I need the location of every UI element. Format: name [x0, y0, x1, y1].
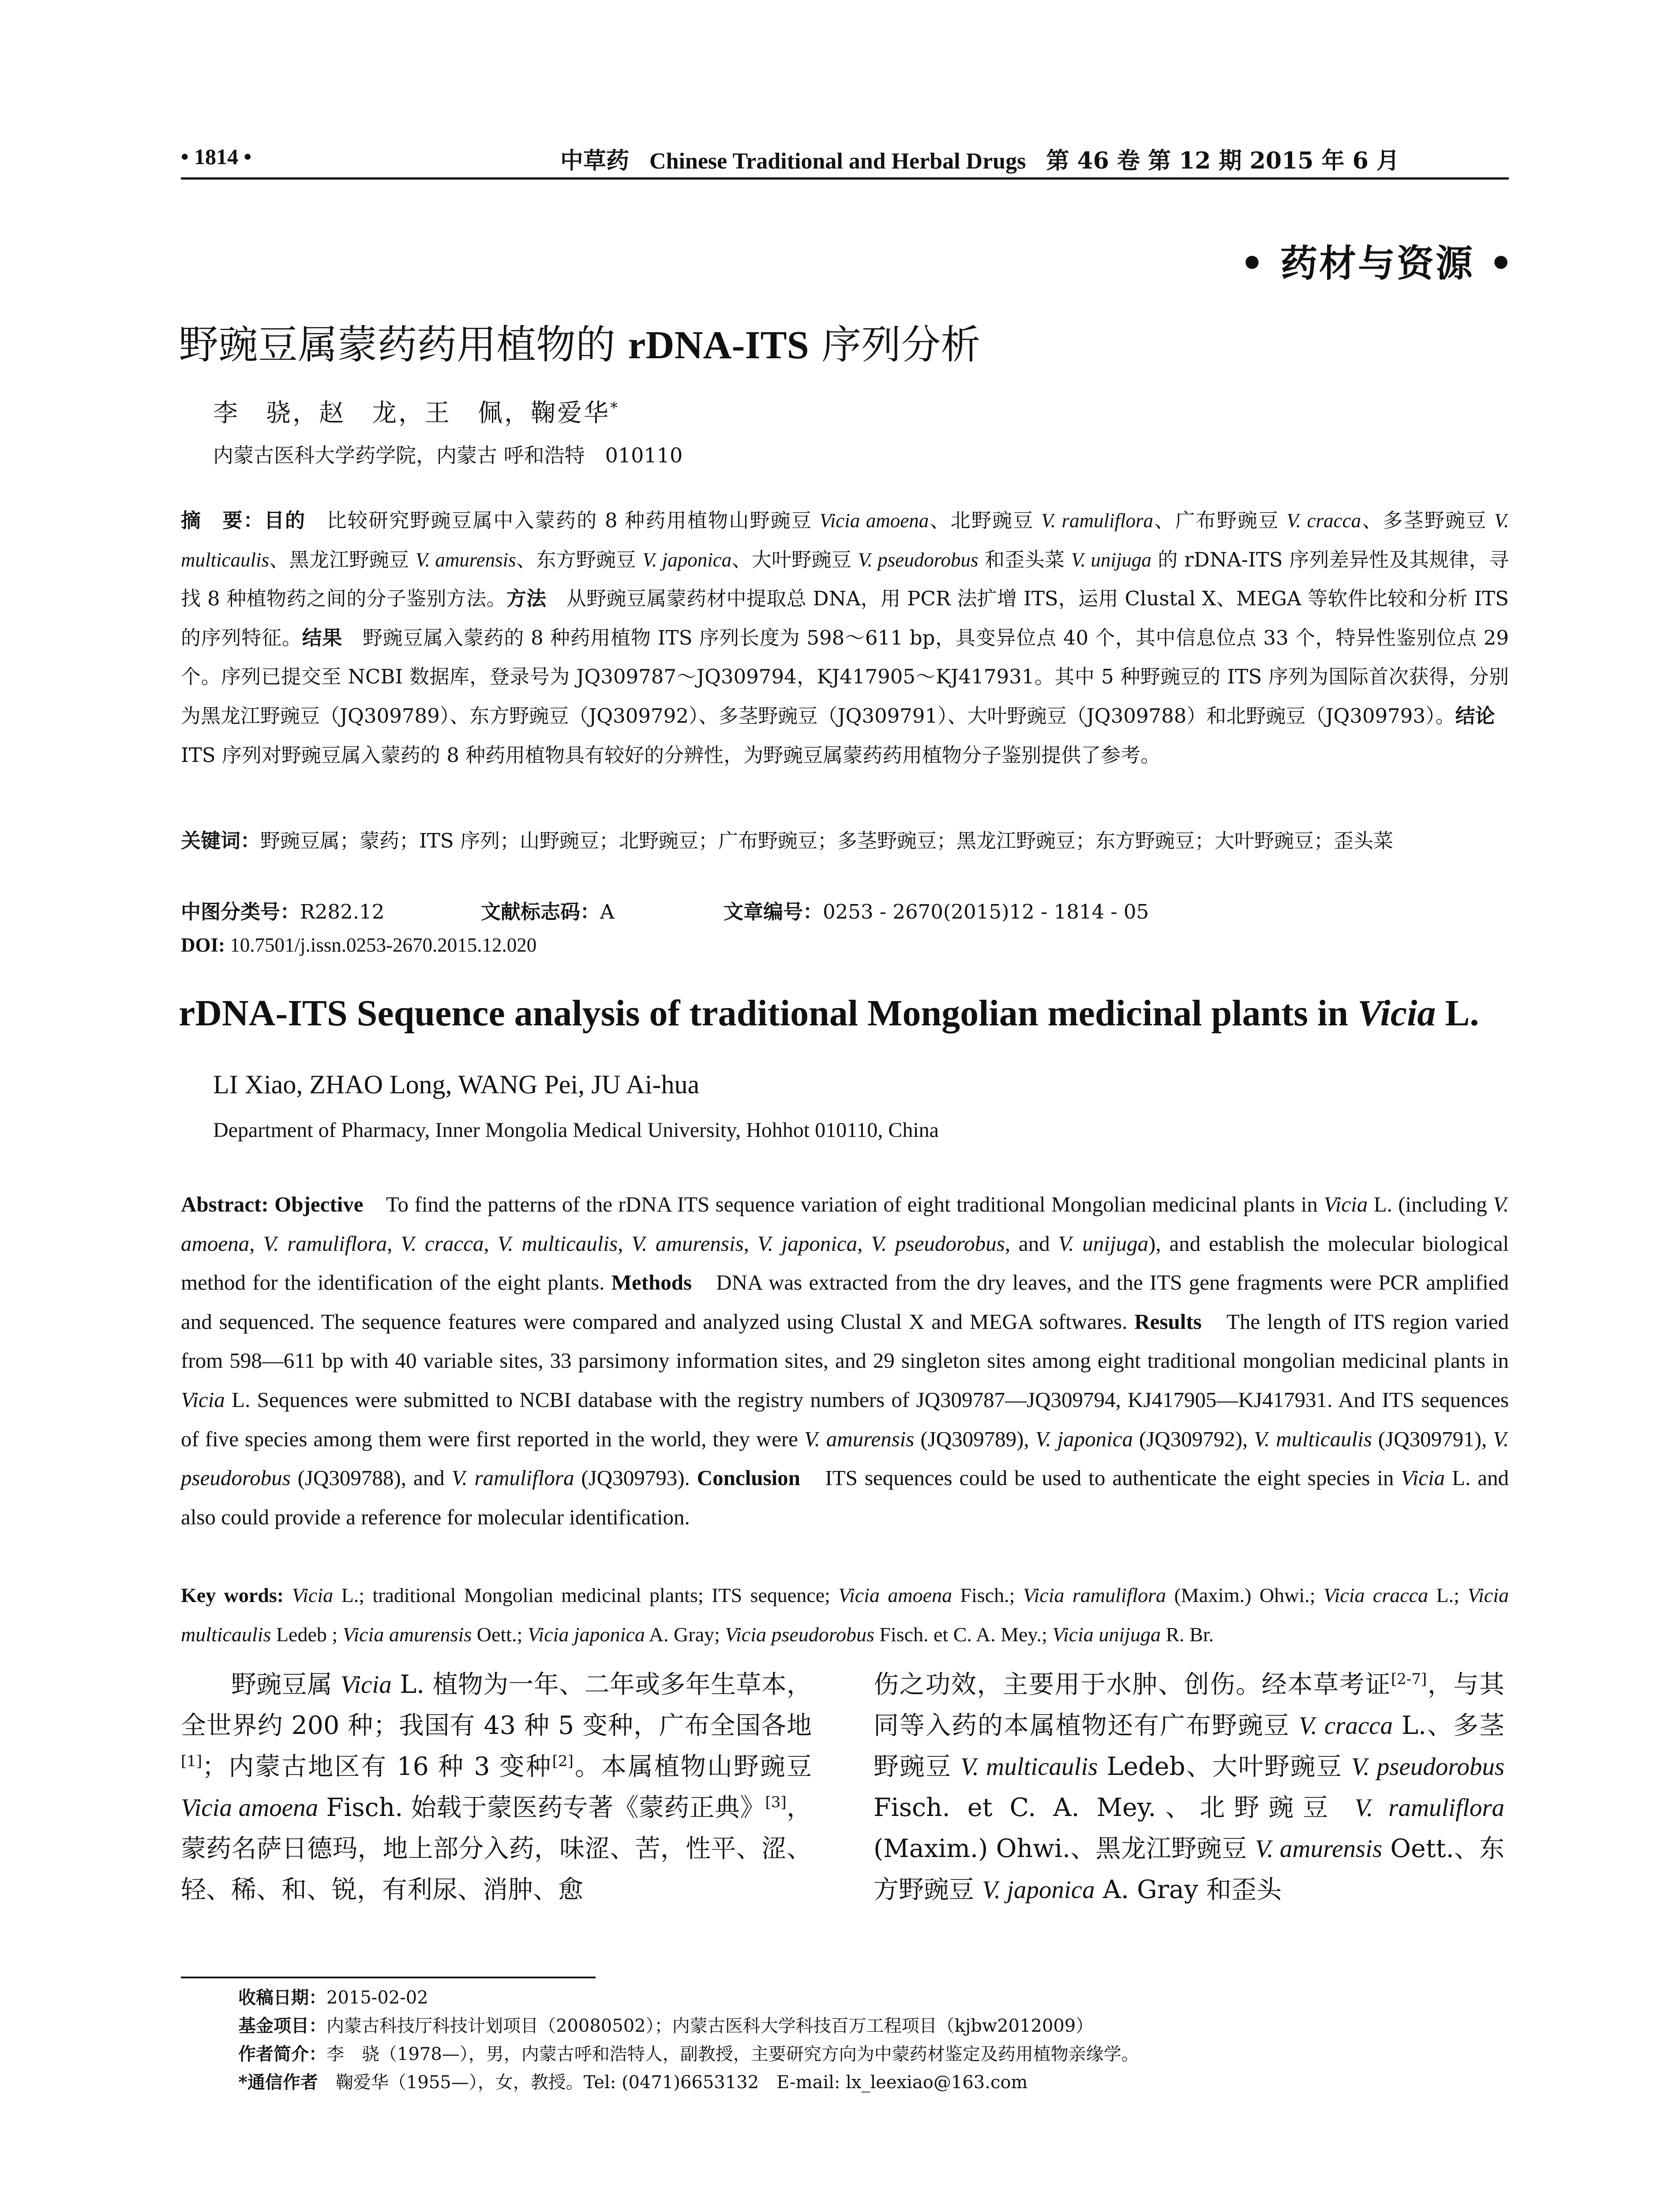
- footnotes: [238, 1984, 1139, 2097]
- doi-link[interactable]: 10.7501/j.issn.0253-2670.2015.12.020: [225, 934, 537, 956]
- results-text: 野豌豆属入蒙药的 8 种药用植物 ITS 序列长度为 598～611 bp，具变异位点 40 个，其中信息位点 33 个，特异性鉴别位点 29 个。序列已提交至 NCBI 数据库，登录号为 JQ309787～JQ309794，KJ417905～KJ417931。其中 5 种野豌豆的 ITS 序列为国际首次获得，分别为黑龙江野豌豆（JQ309789）、东方野豌豆（JQ309792）、多茎野豌豆（JQ309791）、大叶野豌豆（JQ309788）和北野豌豆（JQ309793）。: [181, 626, 1509, 728]
- species-name: V. japonica: [982, 1876, 1095, 1904]
- text-run: 、黑龙江野豌豆: [269, 548, 416, 571]
- author-names: 李 骁，赵 龙，王 佩，鞠爱华: [213, 399, 610, 428]
- text-run: ,: [857, 1231, 871, 1256]
- journal-name-cn: 中草药: [560, 147, 630, 174]
- footnote-received: [238, 1984, 1139, 2012]
- species-name: V. multicaulis: [181, 510, 1509, 571]
- section-tag: • 药材与资源 •: [1240, 241, 1515, 285]
- title-en-part: rDNA-ITS Sequence analysis of traditional Mongolian medicinal plants in: [179, 993, 1358, 1034]
- keywords-label: 关键词：: [181, 829, 261, 852]
- methods-en-text: DNA was extracted from the dry leaves, and the ITS gene fragments were PCR amplified and sequenced. The sequence features were compared and analyzed using Clustal X and MEGA softwares.: [181, 1270, 1509, 1334]
- species-name: V. cracca: [1298, 1712, 1393, 1740]
- conclusion-text: ITS 序列对野豌豆属入蒙药的 8 种药用植物具有较好的分辨性，为野豌豆属蒙药药用植物分子鉴别提供了参考。: [181, 704, 1515, 767]
- species-name: V. ramuliflora: [1041, 510, 1154, 532]
- page-number: • 1814 •: [181, 144, 252, 169]
- text-run: (JQ309792),: [1132, 1426, 1254, 1451]
- citation-ref[interactable]: [1]: [181, 1752, 202, 1770]
- text-run: 、东方野豌豆: [516, 548, 643, 571]
- keyword: Vicia japonica: [527, 1623, 645, 1646]
- text-run: ，与其同等入药的本属植物还有广布野豌豆: [874, 1670, 1505, 1740]
- body-column-right: [874, 1664, 1504, 1910]
- text-run: ,: [618, 1231, 632, 1256]
- keywords-text: 野豌豆属；蒙药；ITS 序列；山野豌豆；北野豌豆；广布野豌豆；多茎野豌豆；黑龙江野豌豆；东方野豌豆；大叶野豌豆；歪头菜: [260, 829, 1393, 852]
- citation-ref[interactable]: [3]: [765, 1793, 787, 1811]
- species-name: V. unijuga: [1071, 548, 1151, 571]
- keyword: Vicia multicaulis: [181, 1584, 1509, 1646]
- species-name: V. amoena: [181, 1192, 1509, 1256]
- text-run: 、广布野豌豆: [1153, 509, 1287, 532]
- species-name: V. ramuliflora: [263, 1231, 387, 1256]
- species-name: Vicia amoena: [181, 1794, 319, 1822]
- methods-text: 从野豌豆属蒙药材中提取总 DNA，用 PCR 法扩增 ITS，运用 Clustal X、MEGA 等软件比较和分析 ITS 的序列特征。: [181, 587, 1509, 649]
- title-cn: [179, 312, 980, 370]
- genus-name: Vicia: [181, 1387, 225, 1412]
- conclusion-label: 结论: [1455, 704, 1495, 728]
- species-name: V. japonica: [1035, 1426, 1133, 1451]
- footnote-fund: [238, 2012, 1139, 2040]
- text-run: A. Gray 和歪头: [1095, 1875, 1282, 1904]
- article-no-value: 0253 - 2670(2015)12 - 1814 - 05: [823, 900, 1149, 923]
- running-header: [181, 140, 1509, 180]
- text-run: Fisch. et C. A. Mey.;: [874, 1623, 1053, 1646]
- genus-name: Vicia: [1324, 1192, 1368, 1216]
- keyword: Vicia amurensis: [342, 1623, 472, 1646]
- citation-ref[interactable]: [2-7]: [1391, 1670, 1427, 1688]
- fund-label: 基金项目：: [238, 2015, 326, 2036]
- abstract-en-label: Abstract: Objective: [181, 1192, 364, 1216]
- text-run: Ledeb ;: [271, 1623, 343, 1646]
- methods-label: 方法: [506, 587, 547, 611]
- text-run: 。本属植物山野豌豆: [573, 1752, 812, 1781]
- doc-code-value: A: [600, 900, 615, 923]
- conclusion-en-label: Conclusion: [697, 1466, 800, 1490]
- journal-name-en: Chinese Traditional and Herbal Drugs: [649, 149, 1026, 174]
- results-en-label: Results: [1134, 1309, 1202, 1334]
- keyword: Vicia cracca: [1323, 1584, 1429, 1606]
- species-name: V. japonica: [642, 548, 732, 571]
- text-run: L.、多茎野豌豆: [874, 1711, 1504, 1781]
- clc-item: [181, 896, 384, 924]
- species-name: V. amurensis: [631, 1231, 744, 1256]
- footnote-corresponding: [238, 2068, 1139, 2097]
- keyword: Vicia unijuga: [1052, 1623, 1161, 1646]
- footnote-divider: [181, 1977, 596, 1978]
- abstract-en: [181, 1185, 1509, 1537]
- species-name: V. multicaulis: [497, 1231, 618, 1256]
- text-run: L.;: [1428, 1584, 1468, 1606]
- species-name: V. cracca: [1286, 510, 1361, 532]
- abstract-label: 摘 要：: [181, 509, 264, 532]
- keyword: Vicia: [292, 1584, 334, 1606]
- text-run: ,: [484, 1231, 498, 1256]
- title-en: [179, 992, 1479, 1035]
- genus-name: Vicia: [340, 1671, 392, 1699]
- issue-info: 第 46 卷 第 12 期 2015 年 6 月: [1046, 147, 1399, 174]
- genus-name: Vicia: [1401, 1466, 1445, 1490]
- article-no-label: 文章编号：: [724, 900, 823, 923]
- species-name: V. multicaulis: [960, 1753, 1098, 1781]
- text-run: L. and also could provide a reference for molecular identification.: [181, 1466, 1509, 1529]
- text-run: 、北野豌豆: [929, 509, 1042, 532]
- author-bio-label: 作者简介：: [238, 2044, 326, 2064]
- species-name: V. amurensis: [1255, 1835, 1383, 1863]
- doi-label: DOI:: [181, 934, 225, 956]
- text-run: Oett.;: [472, 1623, 528, 1646]
- text-run: Oett.、东方野豌豆: [874, 1834, 1505, 1904]
- title-cn-part: 序列分析: [809, 322, 981, 368]
- species-name: V. amurensis: [415, 548, 516, 571]
- footnote-author: [238, 2040, 1139, 2068]
- text-run: 的 rDNA-ITS 序列差异性及其规律，寻找 8 种植物药之间的分子鉴别方法。: [181, 548, 1509, 611]
- clc-value: R282.12: [300, 900, 385, 923]
- clc-label: 中图分类号：: [181, 900, 300, 923]
- results-label: 结果: [302, 626, 343, 649]
- affiliation-cn: 内蒙古医科大学药学院，内蒙古 呼和浩特 010110: [213, 443, 683, 467]
- text-run: R. Br.: [1160, 1623, 1214, 1646]
- article-no-item: [724, 896, 1149, 924]
- text-run: (JQ309789),: [914, 1426, 1035, 1451]
- text-run: ITS sequences could be used to authenticate the eight species in: [800, 1466, 1401, 1490]
- text-run: (JQ309791),: [1372, 1426, 1493, 1451]
- text-run: (JQ309793).: [574, 1466, 690, 1490]
- authors-cn: [213, 394, 619, 429]
- species-name: V. ramuliflora: [1354, 1794, 1505, 1822]
- classification-row: [181, 896, 1509, 927]
- author-bio-text: 李 骁（1978—），男，内蒙古呼和浩特人，副教授，主要研究方向为中蒙药材鉴定及药用植物亲缘学。: [326, 2044, 1139, 2064]
- species-name: V. pseudorobus: [871, 1231, 1005, 1256]
- corresponding-mark: *: [610, 399, 619, 417]
- doc-code-label: 文献标志码：: [481, 900, 600, 923]
- text-run: L. (including: [1368, 1192, 1493, 1216]
- keyword: Vicia ramuliflora: [1023, 1584, 1166, 1606]
- text-run: Fisch.;: [952, 1584, 1023, 1606]
- text-run: The length of ITS region varied from 598—611 bp with 40 variable sites, 33 parsimony information sites, and 29 singleton sites among eight traditional mongolian medicinal plants in: [181, 1309, 1509, 1373]
- text-run: ,: [743, 1231, 758, 1256]
- keyword: Vicia amoena: [838, 1584, 952, 1606]
- species-name: V. pseudorobus: [181, 1426, 1509, 1490]
- authors-en: LI Xiao, ZHAO Long, WANG Pei, JU Ai-hua: [213, 1070, 700, 1099]
- keywords-cn: [181, 822, 1509, 861]
- species-name: V. pseudorobus: [858, 548, 979, 571]
- text-run: 伤之功效，主要用于水肿、创伤。经本草考证: [874, 1670, 1391, 1699]
- text-run: ), and establish the molecular biological method for the identification of the eight plants.: [181, 1231, 1509, 1295]
- text-run: Fisch. et C. A. Mey.、北野豌豆: [874, 1793, 1355, 1822]
- body-column-left: [181, 1664, 812, 1910]
- text-run: , and: [1005, 1231, 1058, 1256]
- text-run: 比较研究野豌豆属中入蒙药的 8 种药用植物山野豌豆: [306, 509, 820, 532]
- species-name: V. multicaulis: [1254, 1426, 1372, 1451]
- text-run: (JQ309788), and: [290, 1466, 452, 1490]
- text-run: ，蒙药名萨日德玛，地上部分入药，味涩、苦，性平、涩、轻、稀、和、锐，有利尿、消肿、愈: [181, 1793, 812, 1904]
- text-run: ,: [249, 1231, 263, 1256]
- keywords-en: [181, 1576, 1509, 1654]
- text-run: Ledeb、大叶野豌豆: [1098, 1752, 1351, 1781]
- title-cn-latin: rDNA-ITS: [628, 323, 809, 367]
- corresponding-label: *通信作者: [238, 2072, 318, 2093]
- text-run: L. 植物为一年、二年或多年生草本，全世界约 200 种；我国有 43 种 5 变种，广布全国各地: [181, 1670, 812, 1740]
- text-run: 、大叶野豌豆: [731, 548, 858, 571]
- species-name: V. ramuliflora: [451, 1466, 574, 1490]
- text-run: L.; traditional Mongolian medicinal plants; ITS sequence;: [333, 1584, 839, 1606]
- title-en-part: L.: [1436, 993, 1479, 1034]
- species-name: V. japonica: [757, 1231, 858, 1256]
- keyword: Vicia pseudorobus: [725, 1623, 874, 1646]
- species-name: V. amurensis: [804, 1426, 915, 1451]
- text-run: A. Gray;: [645, 1623, 725, 1646]
- title-cn-part: 野豌豆属蒙药药用植物的: [179, 322, 628, 368]
- text-run: To find the patterns of the rDNA ITS sequence variation of eight traditional Mongolian medicinal plants in: [363, 1192, 1324, 1216]
- corresponding-text: 鞠爱华（1955—），女，教授。Tel: (0471)6653132 E-mail: lx_leexiao@163.com: [318, 2072, 1028, 2093]
- text-run: (Maxim.) Ohwi.、黑龙江野豌豆: [874, 1834, 1255, 1863]
- methods-en-label: Methods: [611, 1270, 692, 1295]
- species-name: V. unijuga: [1058, 1231, 1149, 1256]
- species-name: V. pseudorobus: [1351, 1753, 1505, 1781]
- affiliation-en: Department of Pharmacy, Inner Mongolia Medical University, Hohhot 010110, China: [213, 1118, 939, 1142]
- keywords-en-label: Key words:: [181, 1584, 284, 1606]
- text-run: 野豌豆属: [231, 1670, 341, 1699]
- title-en-genus: Vicia: [1357, 993, 1436, 1034]
- text-run: 、多茎野豌豆: [1361, 509, 1495, 532]
- text-run: (Maxim.) Ohwi.;: [1166, 1584, 1324, 1606]
- doc-code-item: [481, 896, 615, 924]
- species-name: Vicia amoena: [819, 510, 929, 532]
- doi-row: [181, 934, 1509, 957]
- received-date: 2015-02-02: [326, 1988, 428, 2008]
- journal-name: [560, 142, 1399, 175]
- text-run: L. Sequences were submitted to NCBI database with the registry numbers of JQ309787—JQ309794, KJ417905—KJ417931. And ITS sequences of five species among them were first reported in the world, they were: [181, 1387, 1509, 1451]
- text-run: ,: [387, 1231, 401, 1256]
- fund-text: 内蒙古科技厅科技计划项目（20080502）；内蒙古医科大学科技百万工程项目（kjbw2012009）: [326, 2016, 1094, 2036]
- text-run: Fisch. 始载于蒙医药专著《蒙药正典》: [318, 1793, 765, 1822]
- text-run: 和歪头菜: [978, 548, 1071, 571]
- objective-label: 目的: [264, 509, 306, 532]
- citation-ref[interactable]: [2]: [552, 1752, 574, 1770]
- text-run: ；内蒙古地区有 16 种 3 变种: [202, 1752, 552, 1781]
- species-name: V. cracca: [401, 1231, 484, 1256]
- received-label: 收稿日期：: [238, 1987, 326, 2008]
